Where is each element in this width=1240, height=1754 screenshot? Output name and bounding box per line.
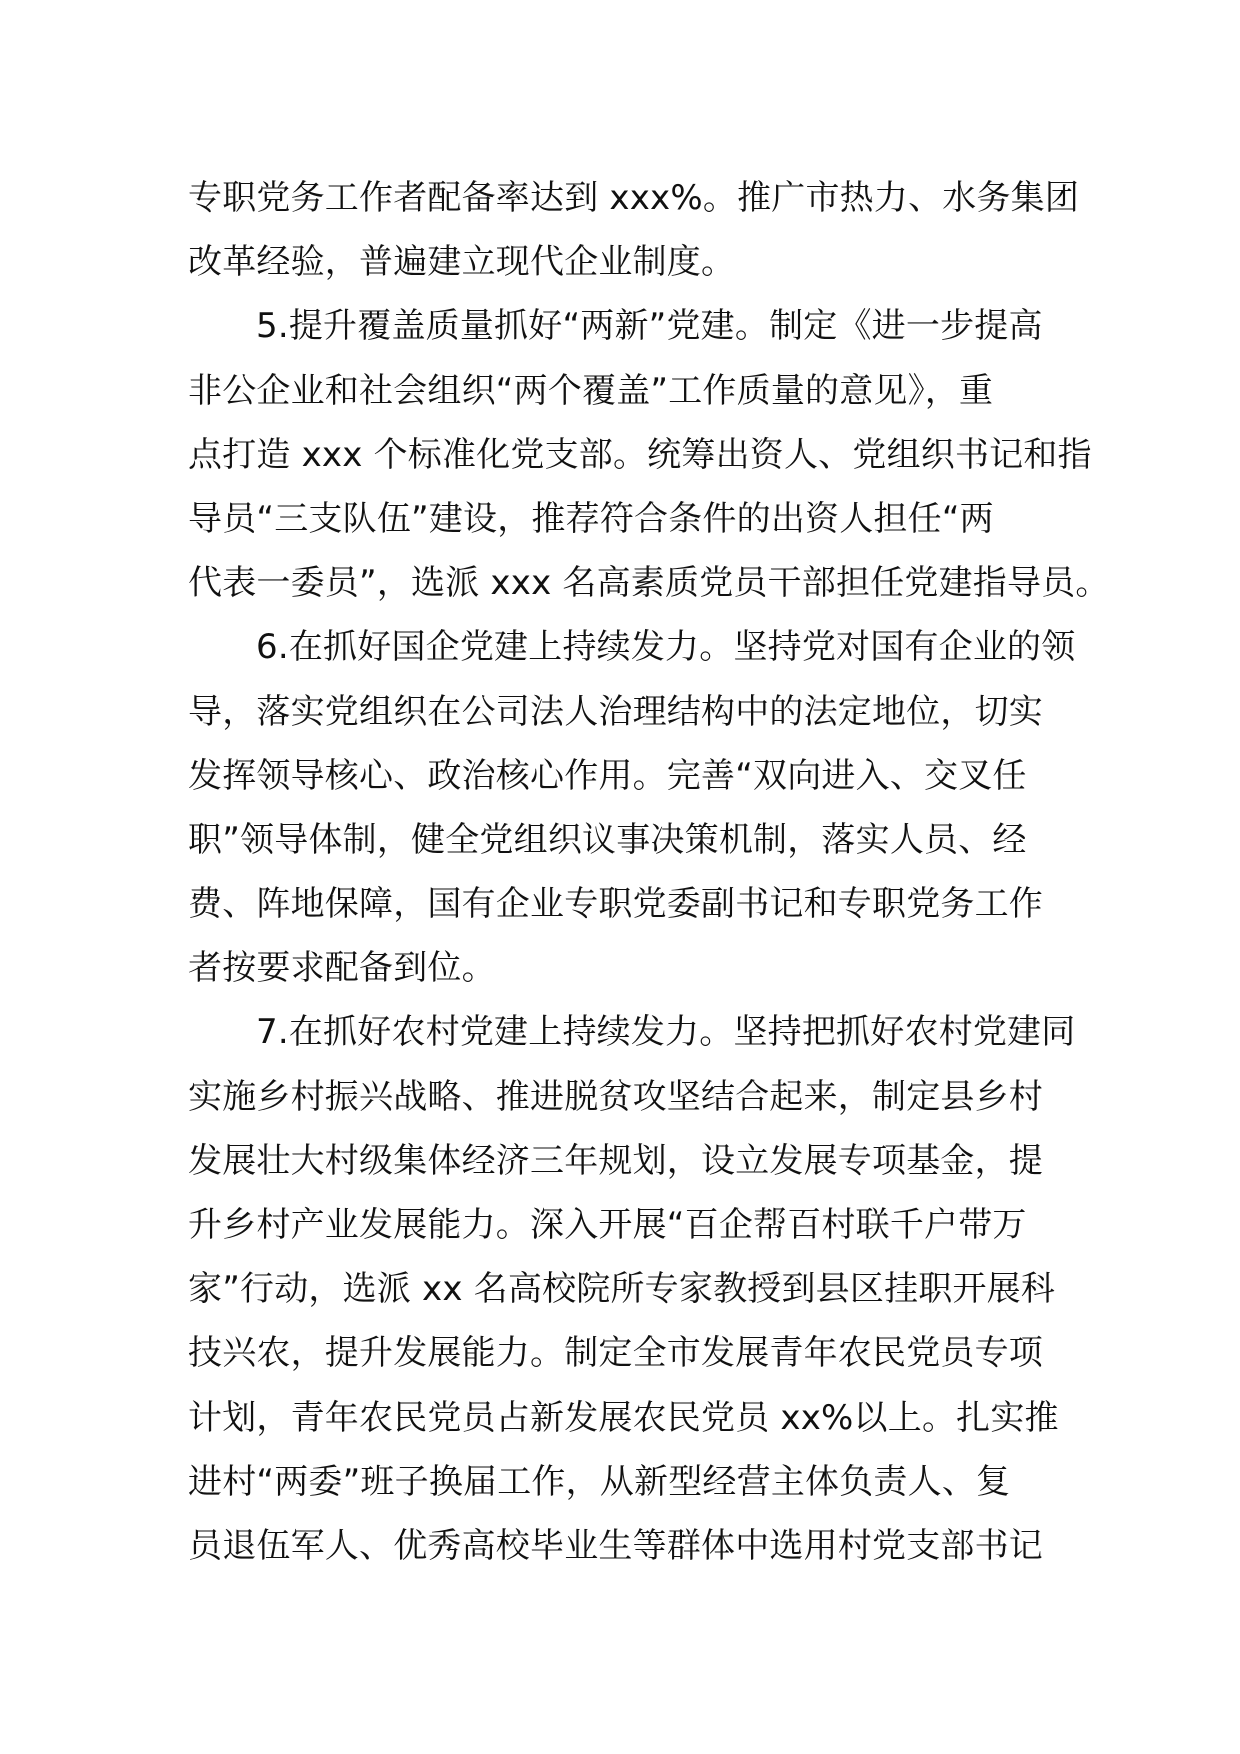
text-line: 升乡村产业发展能力。深入开展“百企帮百村联千户带万 [188, 1205, 1027, 1245]
text-line: 家”行动，选派 xx 名高校院所专家教授到县区挂职开展科 [188, 1269, 1056, 1310]
text-line: 导员“三支队伍”建设，推荐符合条件的出资人担任“两 [188, 498, 994, 539]
text-line: 职”领导体制，健全党组织议事决策机制，落实人员、经 [188, 819, 1027, 860]
text-line: 实施乡村振兴战略、推进脱贫攻坚结合起来，制定县乡村 [188, 1076, 1043, 1117]
text-line: 导，落实党组织在公司法人治理结构中的法定地位，切实 [188, 691, 1043, 732]
text-line: 代表一委员”，选派 xxx 名高素质党员干部担任党建指导员。 [188, 563, 1110, 604]
text-line: 员退伍军人、优秀高校毕业生等群体中选用村党支部书记 [188, 1525, 1043, 1566]
paragraph-start-line: 6.在抓好国企党建上持续发力。坚持党对国有企业的领 [256, 627, 1076, 668]
paragraph-start-line: 7.在抓好农村党建上持续发力。坚持把抓好农村党建同 [256, 1012, 1076, 1053]
text-line: 计划，青年农民党员占新发展农民党员 xx%以上。扎实推 [188, 1397, 1059, 1438]
body-text [188, 166, 1110, 1578]
text-line: 者按要求配备到位。 [188, 948, 496, 989]
paragraph-start-line: 5.提升覆盖质量抓好“两新”党建。制定《进一步提高 [256, 306, 1043, 347]
text-line: 进村“两委”班子换届工作，从新型经营主体负责人、复 [188, 1461, 1011, 1502]
text-line: 专职党务工作者配备率达到 xxx%。推广市热力、水务集团 [188, 178, 1080, 218]
text-line: 点打造 xxx 个标准化党支部。统筹出资人、党组织书记和指 [188, 434, 1092, 475]
text-line: 发挥领导核心、政治核心作用。完善“双向进入、交叉任 [188, 755, 1027, 796]
text-line: 费、阵地保障，国有企业专职党委副书记和专职党务工作 [188, 884, 1043, 925]
text-line: 改革经验，普遍建立现代企业制度。 [188, 242, 736, 283]
text-line: 非公企业和社会组织“两个覆盖”工作质量的意见》，重 [188, 370, 994, 411]
text-line: 发展壮大村级集体经济三年规划，设立发展专项基金，提 [188, 1140, 1043, 1181]
text-line: 技兴农，提升发展能力。制定全市发展青年农民党员专项 [188, 1333, 1043, 1374]
